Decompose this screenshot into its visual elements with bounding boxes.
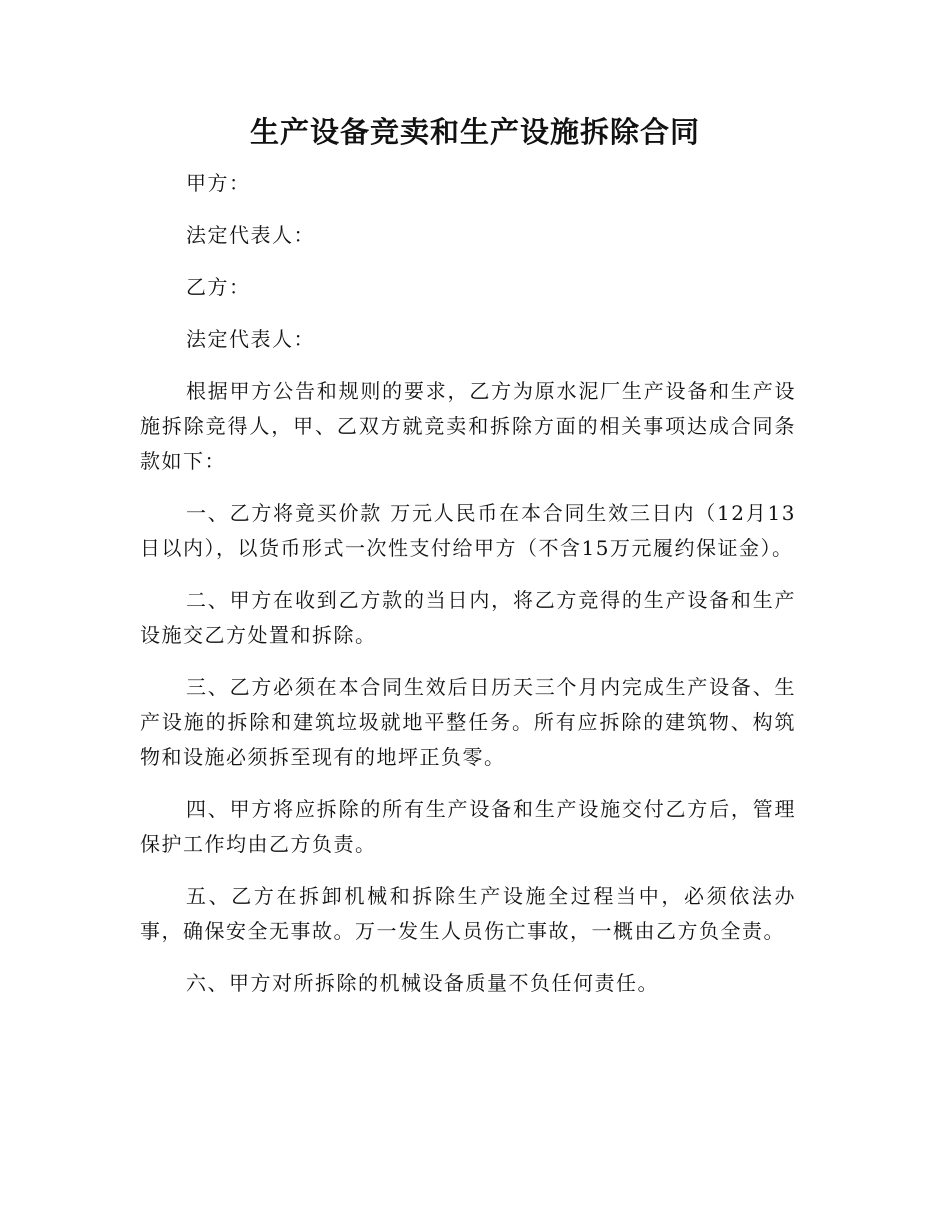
document-title: 生产设备竞卖和生产设施拆除合同 — [249, 115, 700, 149]
preamble-paragraph: 根据甲方公告和规则的要求，乙方为原水泥厂生产设备和生产设施拆除竞得人，甲、乙双方就竞卖和拆除方面的相关事项达成合同条款如下： — [140, 379, 796, 473]
clause-4-paragraph: 四、甲方将应拆除的所有生产设备和生产设施交付乙方后，管理保护工作均由乙方负责。 — [140, 797, 796, 856]
clause-1-paragraph: 一、乙方将竟买价款 万元人民币在本合同生效三日内（12月13日以内），以货币形式一次性支付给甲方（不含15万元履约保证金）。 — [140, 501, 796, 560]
clause-6-paragraph: 六、甲方对所拆除的机械设备质量不负任何责任。 — [186, 971, 659, 995]
document-body — [140, 166, 796, 1018]
party-b-line: 乙方： — [186, 275, 251, 299]
party-a-line: 甲方： — [186, 171, 251, 195]
clause-3-paragraph: 三、乙方必须在本合同生效后日历天三个月内完成生产设备、生产设施的拆除和建筑垃圾就地平整任务。所有应拆除的建筑物、构筑物和设施必须拆至现有的地坪正负零。 — [140, 675, 796, 769]
clause-5-paragraph: 五、乙方在拆卸机械和拆除生产设施全过程当中，必须依法办事，确保安全无事故。万一发生人员伤亡事故，一概由乙方负全责。 — [140, 884, 796, 943]
clause-2-paragraph: 二、甲方在收到乙方款的当日内，将乙方竞得的生产设备和生产设施交乙方处置和拆除。 — [140, 588, 796, 647]
party-b-representative-line: 法定代表人： — [186, 327, 315, 351]
party-a-representative-line: 法定代表人： — [186, 223, 315, 247]
